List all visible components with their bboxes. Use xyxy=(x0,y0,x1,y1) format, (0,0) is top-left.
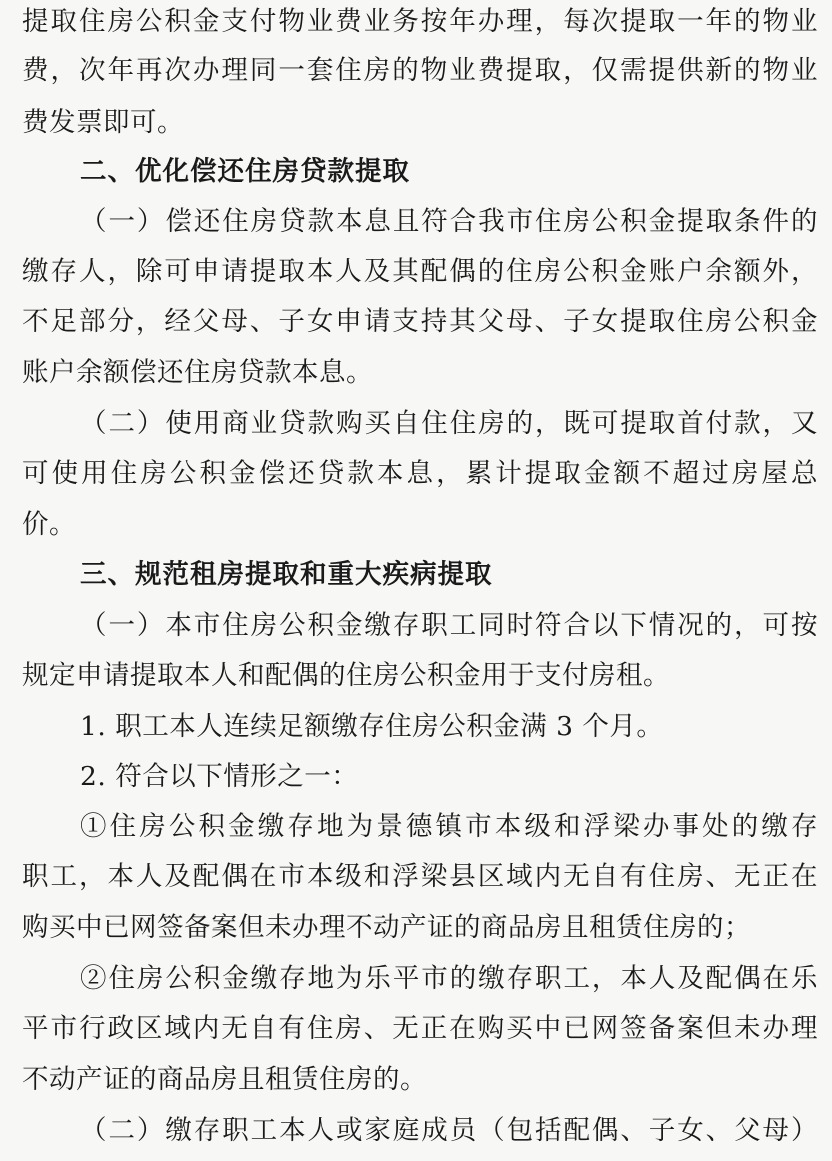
text-line: （一）偿还住房贷款本息且符合我市住房公积金提取条件的 xyxy=(80,206,818,237)
text-line: ①住房公积金缴存地为景德镇市本级和浮梁办事处的缴存 xyxy=(80,811,818,842)
text-line: 费发票即可。 xyxy=(22,107,184,138)
text-line: （一）本市住房公积金缴存职工同时符合以下情况的，可按 xyxy=(80,610,818,641)
list-item: 1. 职工本人连续足额缴存住房公积金满 3 个月。 xyxy=(80,711,664,742)
text-line: 职工，本人及配偶在市本级和浮梁县区域内无自有住房、无正在 xyxy=(22,861,818,892)
text-line: （二）缴存职工本人或家庭成员（包括配偶、子女、父母） xyxy=(80,1115,818,1146)
text-line: ②住房公积金缴存地为乐平市的缴存职工，本人及配偶在乐 xyxy=(80,963,818,994)
text-line: 提取住房公积金支付物业费业务按年办理，每次提取一年的物业 xyxy=(22,6,818,37)
text-line: 账户余额偿还住房贷款本息。 xyxy=(22,357,373,388)
text-line: 缴存人，除可申请提取本人及其配偶的住房公积金账户余额外， xyxy=(22,256,818,287)
text-line: 购买中已网签备案但未办理不动产证的商品房且租赁住房的； xyxy=(22,912,751,943)
text-line: 可使用住房公积金偿还贷款本息，累计提取金额不超过房屋总 xyxy=(22,458,818,489)
text-line: 价。 xyxy=(22,509,76,540)
text-line: 不足部分，经父母、子女申请支持其父母、子女提取住房公积金 xyxy=(22,306,818,337)
text-line: 不动产证的商品房且租赁住房的。 xyxy=(22,1064,427,1095)
text-line: 规定申请提取本人和配偶的住房公积金用于支付房租。 xyxy=(22,660,670,691)
text-line: 平市行政区域内无自有住房、无正在购买中已网签备案但未办理 xyxy=(22,1013,818,1044)
text-line: 费，次年再次办理同一套住房的物业费提取，仅需提供新的物业 xyxy=(22,55,818,86)
section-heading: 三、规范租房提取和重大疾病提取 xyxy=(80,559,493,590)
list-item: 2. 符合以下情形之一： xyxy=(80,761,359,792)
section-heading: 二、优化偿还住房贷款提取 xyxy=(80,156,410,187)
text-line: （二）使用商业贷款购买自住住房的，既可提取首付款，又 xyxy=(80,408,818,439)
